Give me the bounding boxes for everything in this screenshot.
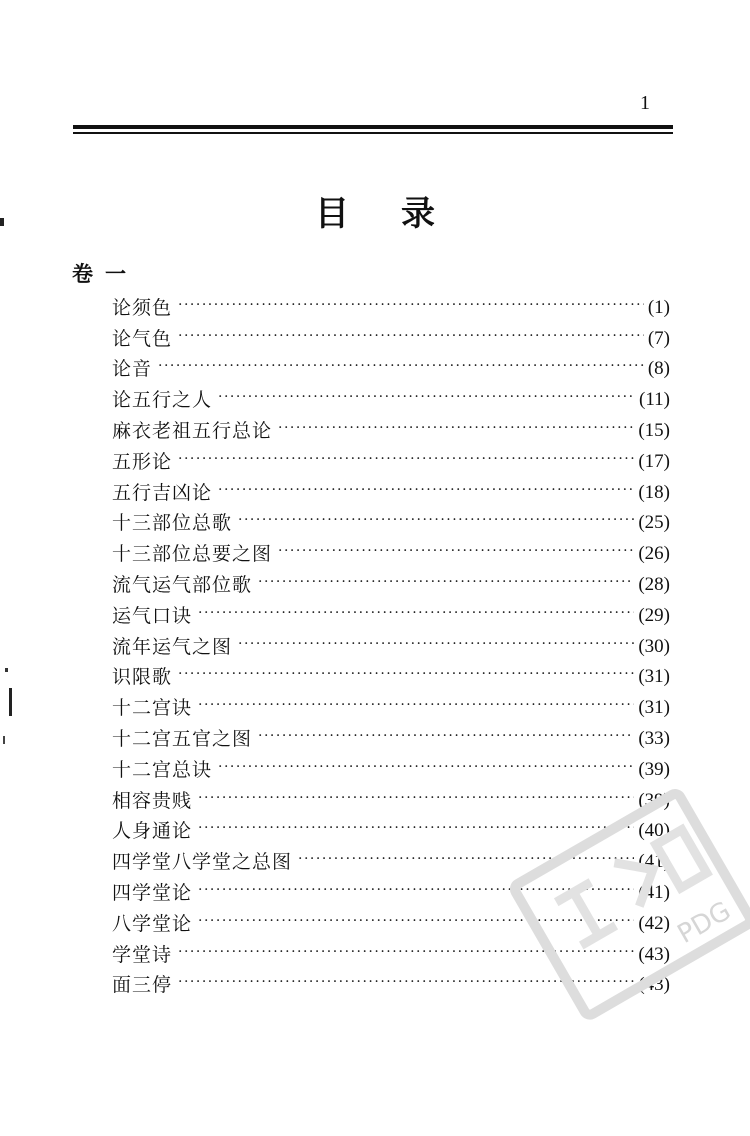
toc-entry-title: 人身通论 [112,820,193,843]
toc-entry-page: (31) [638,697,670,719]
toc-entry [112,384,670,415]
toc-entry [112,292,670,323]
toc-entry [112,323,670,354]
toc-leader-dots [158,353,644,379]
scan-speck [3,736,5,744]
toc-entry-title: 运气口诀 [112,604,193,627]
header-rule-thick [73,125,673,129]
toc-leader-dots [178,446,634,472]
toc-leader-dots [238,507,634,533]
toc-entry [112,508,670,539]
toc-entry-page: (29) [638,604,670,626]
watermark-text: PDG [672,895,737,950]
toc-entry [112,662,670,693]
scan-marks [0,0,40,760]
toc-entry-title: 麻衣老祖五行总论 [112,419,273,442]
toc-entry-page: (26) [638,543,670,565]
toc-entry-page: (18) [638,481,670,503]
page-title: 目录 [315,194,487,234]
toc-entry-title: 五行吉凶论 [112,481,213,504]
toc-leader-dots [178,323,644,349]
toc-entry-title: 论气色 [112,327,173,350]
toc-entry-title: 流气运气部位歌 [112,573,253,596]
toc-entry-title: 十二宫总诀 [112,758,213,781]
toc-entry [112,600,670,631]
toc-entry-page: (31) [638,666,670,688]
toc-entry-title: 四学堂论 [112,881,193,904]
toc-entry-page: (39) [638,789,670,811]
toc-entry [112,415,670,446]
toc-entry-page: (8) [647,358,670,380]
watermark-seal [505,775,750,1025]
toc-leader-dots [198,692,634,718]
toc-entry-title: 流年运气之图 [112,635,233,658]
toc-leader-dots [218,384,635,410]
toc-entry-title: 四学堂八学堂之总图 [112,851,293,874]
toc-entry-title: 五形论 [112,450,173,473]
toc-entry-title: 十三部位总歌 [112,512,233,535]
toc-entry [112,354,670,385]
toc-entry [112,538,670,569]
toc-entry [112,631,670,662]
toc-entry-title: 论五行之人 [112,389,213,412]
toc-entry-page: (33) [638,727,670,749]
toc-entry-title: 论须色 [112,296,173,319]
toc-entry [112,477,670,508]
toc-leader-dots [238,631,634,657]
toc-entry-page: (17) [638,450,670,472]
toc-leader-dots [278,538,634,564]
toc-entry-title: 十三部位总要之图 [112,543,273,566]
toc-leader-dots [198,600,634,626]
toc-entry-title: 八学堂论 [112,912,193,935]
toc-entry-title: 学堂诗 [112,943,173,966]
toc-entry-title: 十二宫五官之图 [112,727,253,750]
toc-entry-page: (43) [638,943,670,965]
toc-leader-dots [278,415,634,441]
toc-entry-page: (43) [638,974,670,996]
toc-entry [112,692,670,723]
toc-entry [112,723,670,754]
toc-leader-dots [258,723,634,749]
toc-leader-dots [178,292,644,318]
toc-entry-page: (30) [638,635,670,657]
toc-entry-title: 面三停 [112,974,173,997]
toc-entry-title: 论音 [112,358,153,381]
toc-entry-page: (42) [638,912,670,934]
toc-entry-title: 十二宫诀 [112,697,193,720]
toc-leader-dots [178,661,634,687]
toc-entry-page: (41) [638,851,670,873]
toc-leader-dots [218,477,634,503]
header-rule-thin [73,132,673,134]
scan-speck [9,688,12,716]
volume-heading: 卷一 [72,262,138,286]
toc-entry-page: (39) [638,758,670,780]
toc-entry-page: (15) [638,419,670,441]
toc-entry [112,446,670,477]
toc-entry [112,569,670,600]
toc-entry-title: 识限歌 [112,666,173,689]
watermark-seal-body [513,792,750,1017]
toc-entry-page: (40) [638,820,670,842]
toc-entry-page: (25) [638,512,670,534]
scan-speck [0,218,4,226]
toc-entry-page: (11) [639,389,670,411]
toc-entry-page: (7) [647,327,670,349]
toc-entry-page: (41) [638,881,670,903]
toc-entry-page: (28) [638,573,670,595]
toc-entry-page: (1) [647,296,670,318]
toc-leader-dots [258,569,634,595]
page-number: 1 [640,92,650,114]
scan-speck [5,668,8,672]
toc-entry-title: 相容贵贱 [112,789,193,812]
